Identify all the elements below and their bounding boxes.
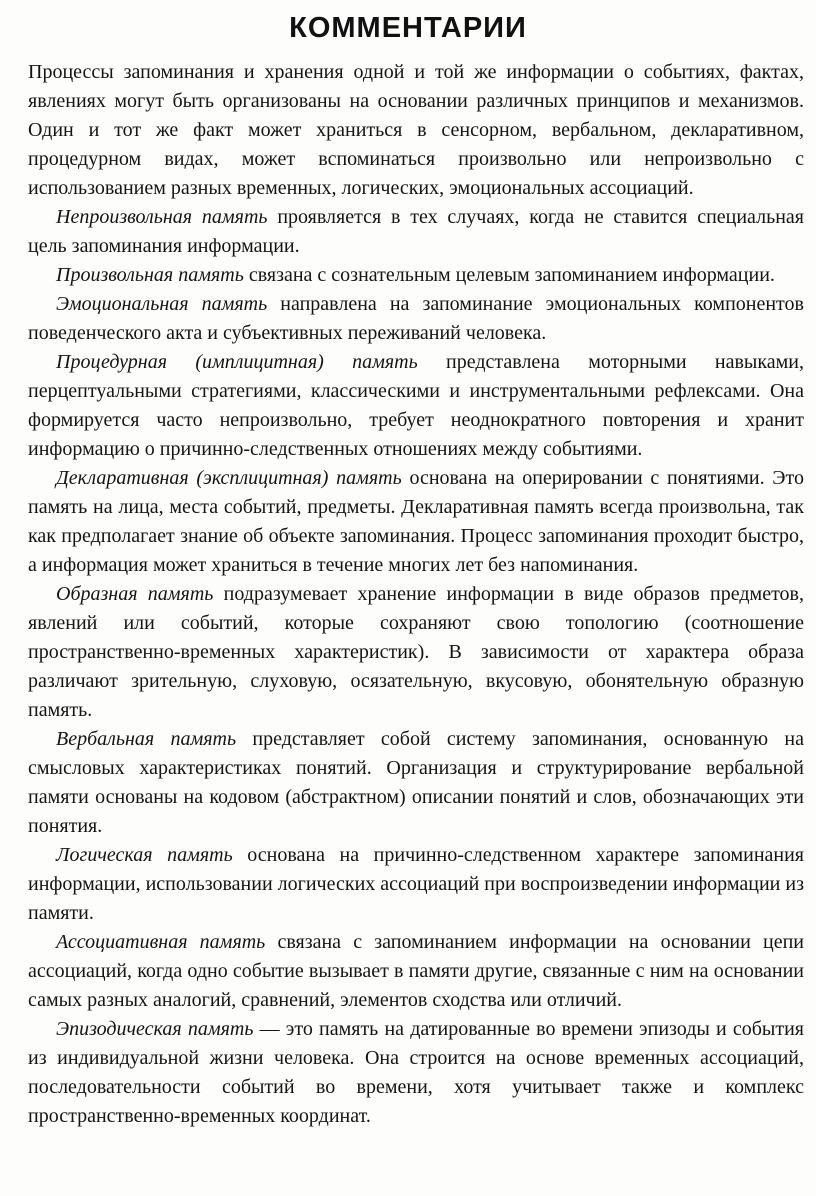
paragraph-involuntary-memory bbox=[28, 203, 804, 261]
paragraph-associative-memory bbox=[28, 928, 804, 1015]
paragraph-term: Произвольная память bbox=[56, 264, 244, 286]
paragraph-text: Процессы запоминания и хранения одной и той же информации о событиях, фактах, явлениях могут быть организованы на основании различных принципов и механизмов. Один и тот же факт может храниться в сенсорном, вербальном, декларативном, процедурном видах, может вспоминаться произвольно или непроизвольно с использованием разных временных, логических, эмоциональных ассоциаций. bbox=[28, 61, 804, 199]
paragraph-text: — это память на датированные во времени эпизоды и события из индивидуальной жизни человека. Она строится на основе временных ассоциаций, последовательности событий во времени, хотя учитывает также и комплекс пространственно-временных координат. bbox=[28, 1018, 805, 1127]
paragraph-text: представляет собой систему запоминания, основанную на смысловых характеристиках понятий. Организация и структурирование вербальной памяти основаны на кодовом (абстрактном) описании понятий и слов, обозначающих эти понятия. bbox=[28, 728, 804, 837]
paragraph-text: представлена моторными навыками, перцептуальными стратегиями, классическими и инструментальными рефлексами. Она формируется часто непроизвольно, требует неоднократного повторения и хранит информацию о причинно-следственных отношениях между событиями. bbox=[28, 351, 805, 460]
paragraph-term: Вербальная память bbox=[56, 728, 237, 750]
paragraph-term: Эпизодическая память bbox=[56, 1018, 254, 1040]
paragraph-term: Ассоциативная память bbox=[56, 931, 266, 953]
paragraph-logical-memory bbox=[28, 841, 804, 928]
paragraph-term: Процедурная (имплицитная) память bbox=[56, 351, 418, 373]
document-body bbox=[28, 58, 804, 1131]
paragraph-text: связана с сознательным целевым запоминанием информации. bbox=[243, 264, 775, 286]
paragraph-text: связана с запоминанием информации на основании цепи ассоциаций, когда одно событие вызывает в памяти другие, связанные с ним на основании самых разных аналогий, сравнений, элементов сходства или отличий. bbox=[28, 931, 804, 1011]
paragraph-imagery-memory bbox=[28, 580, 804, 725]
paragraph-episodic-memory bbox=[28, 1015, 804, 1131]
paragraph-text: основана на оперировании с понятиями. Это память на лица, места событий, предметы. Декларативная память всегда произвольна, так как предполагает знание об объекте запоминания. Процесс запоминания проходит быстро, а информация может храниться в течение многих лет без напоминания. bbox=[28, 467, 804, 576]
paragraph-intro bbox=[28, 58, 804, 203]
page-title: КОММЕНТАРИИ bbox=[289, 12, 527, 44]
paragraph-term: Декларативная (эксплицитная) память bbox=[56, 467, 402, 489]
paragraph-voluntary-memory bbox=[28, 261, 804, 290]
paragraph-text: проявляется в тех случаях, когда не ставится специальная цель запоминания информации. bbox=[28, 206, 804, 257]
paragraph-term: Непроизвольная память bbox=[56, 206, 268, 228]
paragraph-text: направлена на запоминание эмоциональных компонентов поведенческого акта и субъективных переживаний человека. bbox=[28, 293, 804, 344]
paragraph-verbal-memory bbox=[28, 725, 804, 841]
paragraph-term: Логическая память bbox=[56, 844, 233, 866]
paragraph-text: подразумевает хранение информации в виде образов предметов, явлений или событий, которые сохраняют свою топологию (соотношение пространственно-временных характеристик). В зависимости от характера образа различают зрительную, слуховую, осязательную, вкусовую, обонятельную образную память. bbox=[28, 583, 804, 721]
paragraph-declarative-memory bbox=[28, 464, 804, 580]
paragraph-procedural-memory bbox=[28, 348, 804, 464]
paragraph-term: Эмоциональная память bbox=[56, 293, 268, 315]
paragraph-emotional-memory bbox=[28, 290, 804, 348]
paragraph-text: основана на причинно-следственном характере запоминания информации, использовании логических ассоциаций при воспроизведении информации из памяти. bbox=[28, 844, 804, 924]
paragraph-term: Образная память bbox=[56, 583, 214, 605]
